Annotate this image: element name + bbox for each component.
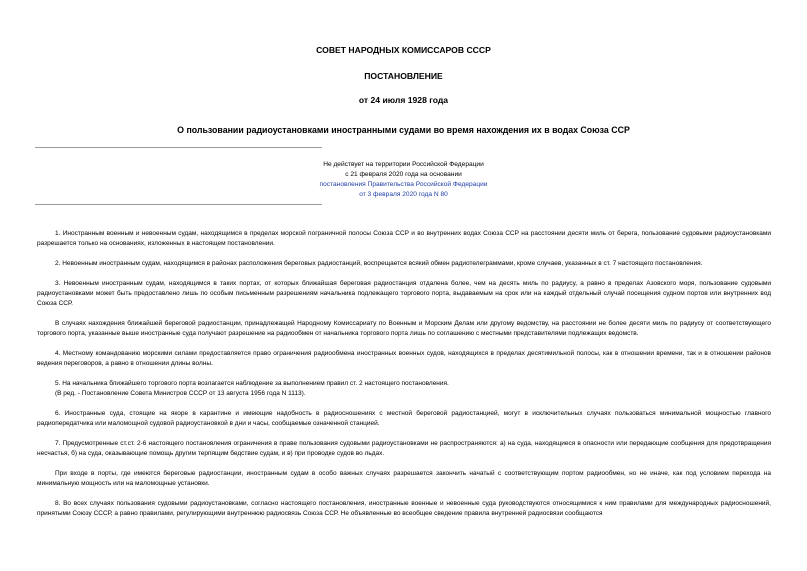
document-type: ПОСТАНОВЛЕНИЕ xyxy=(364,71,443,81)
notice-link-date[interactable]: от 3 февраля 2020 года N 80 xyxy=(359,191,448,198)
paragraph-7: 7. Предусмотренные ст.ст. 2-6 настоящего постановления ограничения в праве пользования судовыми радиоустановками не распространяются: а) на суда, находящиеся в опасности или передающие сообщения для предотвращения несчастья, б) на суда, оказывающие помощь другим терпящим бедствие судам, и в) при проводке судов во льдах. xyxy=(37,440,771,457)
paragraph-4: 4. Местному командованию морскими силами предоставляется право ограничения радиообмена иностранных военных судов, находящихся в пределах десятимильной полосы, как в отношении времени, так и в отношении районов ведения переговоров, а равно в отношении длины волны. xyxy=(37,350,771,367)
notice-line-1: Не действует на территории Российской Федерации xyxy=(323,161,484,168)
paragraph-6: 6. Иностранные суда, стоящие на якоре в карантине и имеющие надобность в радиосношениях с местной береговой радиостанцией, могут в исключительных случаях пользоваться минимальной мощностью главного радиопередатчика или маломощной судовой радиоустановкой в дни и часы, сообщаемые означенной станцией. xyxy=(37,410,771,427)
document-title: О пользовании радиоустановками иностранными судами во время нахождения их в водах Союза ССР xyxy=(177,125,630,135)
paragraph-5: 5. На начальника ближайшего торгового порта возлагается наблюдение за выполнением правил ст. 2 настоящего постановления. xyxy=(55,380,449,387)
paragraph-7-continued: При входе в порты, где имеются береговые радиостанции, иностранным судам в особо важных случаях разрешается закончить начатый с соответствующим портом радиообмен, но не иначе, как под условием перехода на минимальную мощность или на маломощные установки. xyxy=(37,470,771,487)
divider-top xyxy=(35,147,322,148)
status-notice xyxy=(0,160,807,200)
notice-link-decree[interactable]: постановления Правительства Российской Федерации xyxy=(319,181,488,188)
document-date: от 24 июля 1928 года xyxy=(358,95,449,105)
paragraph-1: 1. Иностранным военным и невоенным судам, находящимся в пределах морской пограничной полосы Союза ССР и во внутренних водах Союза ССР на расстоянии десяти миль от берега, пользование судовыми радиоустановками разрешается только на основаниях, изложенных в настоящем постановлении. xyxy=(37,230,771,247)
issuing-authority: СОВЕТ НАРОДНЫХ КОМИССАРОВ СССР xyxy=(316,45,491,55)
divider-bottom xyxy=(35,204,322,205)
paragraph-5-edit-note: (В ред. - Постановление Совета Министров СССР от 13 августа 1956 года N 1113). xyxy=(55,390,306,397)
paragraph-2: 2. Невоенным иностранным судам, находящимся в районах расположения береговых радиостанций, воспрещается всякий обмен радиотелеграммами, кроме случаев, указанных в ст. 7 настоящего постановления. xyxy=(55,260,703,267)
paragraph-3-continued: В случаях нахождения ближайшей береговой радиостанции, принадлежащей Народному Комиссариату по Военным и Морским Делам или другому ведомству, на расстоянии не более десяти миль по радиусу от соответствующего торгового порта, указанные выше иностранные суда получают разрешение на радиообмен от начальника торгового порта лишь по соглашению с местными представителями подлежащих ведомств. xyxy=(37,320,771,337)
document-body xyxy=(37,229,771,529)
paragraph-8: 8. Во всех случаях пользования судовыми радиоустановками, согласно настоящего постановления, иностранные военные и невоенные суда руководствуются относящимися к ним правилами для международных радиосношений, принятыми Союзу СССР, а равно правилами, регулирующими внутреннюю радиосвязь Союза ССР. Не объявленные во всеобщее сведение правила внутренней радиосвязи сообщаются xyxy=(37,500,771,517)
notice-line-2: с 21 февраля 2020 года на основании xyxy=(345,171,462,178)
paragraph-3: 3. Невоенным иностранным судам, находящимся в таких портах, от которых ближайшая береговая радиостанция отдалена более, чем на десять миль по радиусу, а равно в пределах Азовского моря, пользование судовыми радиоустановками может быть предоставлено лишь по особым письменным разрешениям начальника подлежащего торгового порта, выдаваемым на срок или на каждый отдельный случай посещения судном портов или внутренних вод Союза ССР. xyxy=(37,280,771,307)
